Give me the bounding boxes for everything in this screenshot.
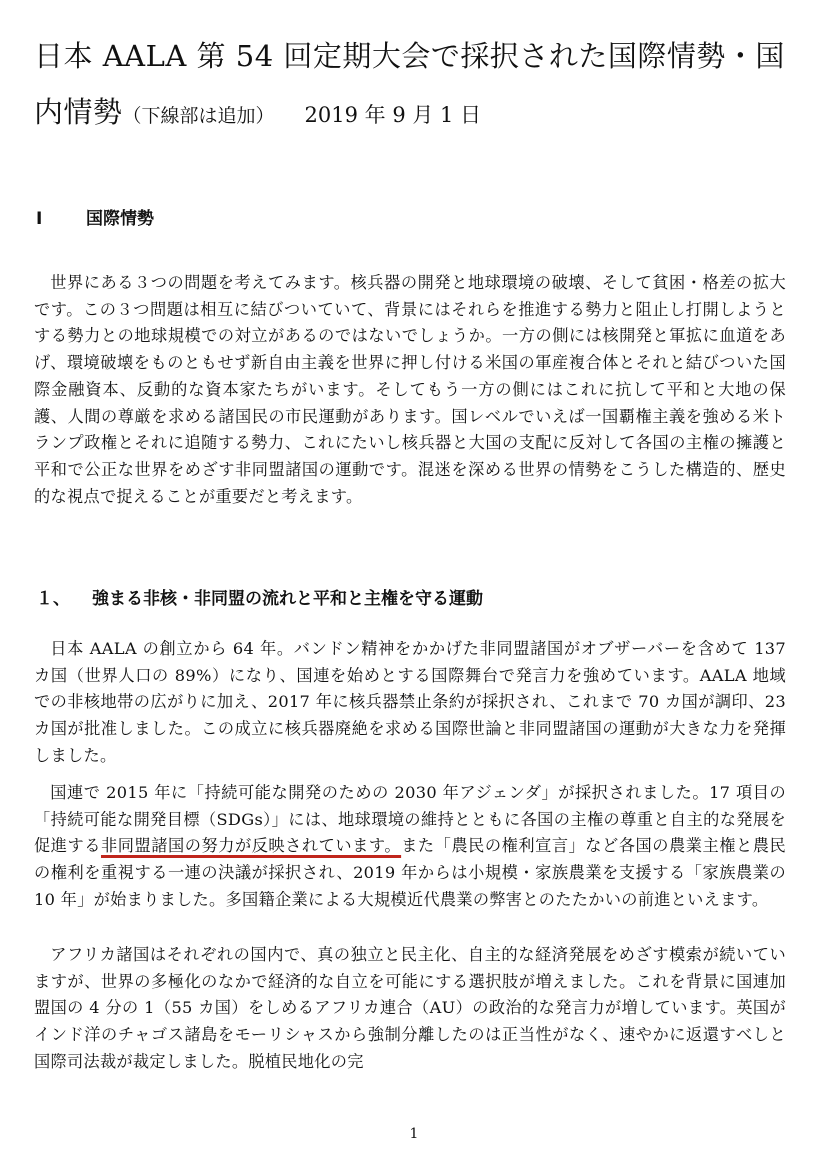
paragraph-world-problems: 世界にある３つの問題を考えてみます。核兵器の開発と地球環境の破壊、そして貧困・格差の拡大です。この３つ問題は相互に結びついていて、背景にはそれらを推進する勢力と阻止し打開しようとする勢力との地球規模での対立があるのではないでしょうか。一方の側には核開発と軍拡に血道をあげ、環境破壊をものともせず新自由主義を世界に押し付ける米国の軍産複合体とそれと結びついた国際金融資本、反動的な資本家たちがいます。そしてもう一方の側にはこれに抗して平和と大地の保護、人間の尊厳を求める諸国民の市民運動があります。国レベルでいえば一国覇権主義を強める米トランプ政権とそれに追随する勢力、これにたいし核兵器と大国の支配に反対して各国の主権の擁護と平和で公正な世界をめざす非同盟諸国の運動です。混迷を深める世界の情勢をこうした構造的、歴史的な視点で捉えることが重要だと考えます。 [34, 273, 786, 506]
section-title: 国際情勢 [86, 209, 154, 229]
paragraph-un-agenda-before: 国連で 2015 年に「持続可能な開発のための 2030 年アジェンダ」が採択されました。17 項目の「持続可能な開発目標（SDGs）」には、地球環境の維持とともに各国の主権の尊重と自主的な発展を促進する [34, 783, 786, 856]
section-heading [36, 204, 154, 229]
title-note: （下線部は追加） [122, 105, 275, 127]
document-title [34, 28, 804, 144]
page-number: 1 [409, 1126, 419, 1142]
subsection-number: １、 [36, 589, 70, 609]
paragraph-un-agenda [34, 780, 786, 914]
paragraph-africa: アフリカ諸国はそれぞれの国内で、真の独立と民主化、自主的な経済発展をめざす模索が続いていますが、世界の多極化のなかで経済的な自立を可能にする選択肢が増えました。これを背景に国連加盟国の 4 分の 1（55 カ国）をしめるアフリカ連合（AU）の政治的な発言力が増しています。英国がインド洋のチャゴス諸島をモーリシャスから強制分離したのは正当性がなく、速やかに返還すべしと国際司法裁が裁定しました。脱植民地化の完 [34, 945, 786, 1071]
paragraph-aala-history: 日本 AALA の創立から 64 年。バンドン精神をかかげた非同盟諸国がオブザーバーを含めて 137 カ国（世界人口の 89%）になり、国連を始めとする国際舞台で発言力を強めています。AALA 地域での非核地帯の広がりに加え、2017 年に核兵器禁止条約が採択され、これまで 70 カ国が調印、23 カ国が批准しました。この成立に核兵器廃絶を求める国際世論と非同盟諸国の運動が大きな力を発揮しました。 [34, 639, 786, 765]
section-number: Ⅰ [36, 209, 43, 229]
title-main: 日本 AALA 第 54 回定期大会で採択された国際情勢・国内情勢 [34, 39, 785, 129]
title-date: 2019 年 9 月 1 日 [304, 103, 482, 127]
subsection-heading [36, 584, 796, 609]
underlined-added-text: 非同盟諸国の努力が反映されています。 [100, 836, 402, 856]
subsection-title: 強まる非核・非同盟の流れと平和と主権を守る運動 [92, 589, 483, 609]
paragraph-un-agenda-after: また「農民の権利宣言」など各国の農業主権と農民の権利を重視する一連の決議が採択され、2019 年からは小規模・家族農業を支援する「家族農業の 10 年」が始まりました。多国籍企業による大規模近代農業の弊害とのたたかいの前進といえます。 [34, 836, 786, 909]
